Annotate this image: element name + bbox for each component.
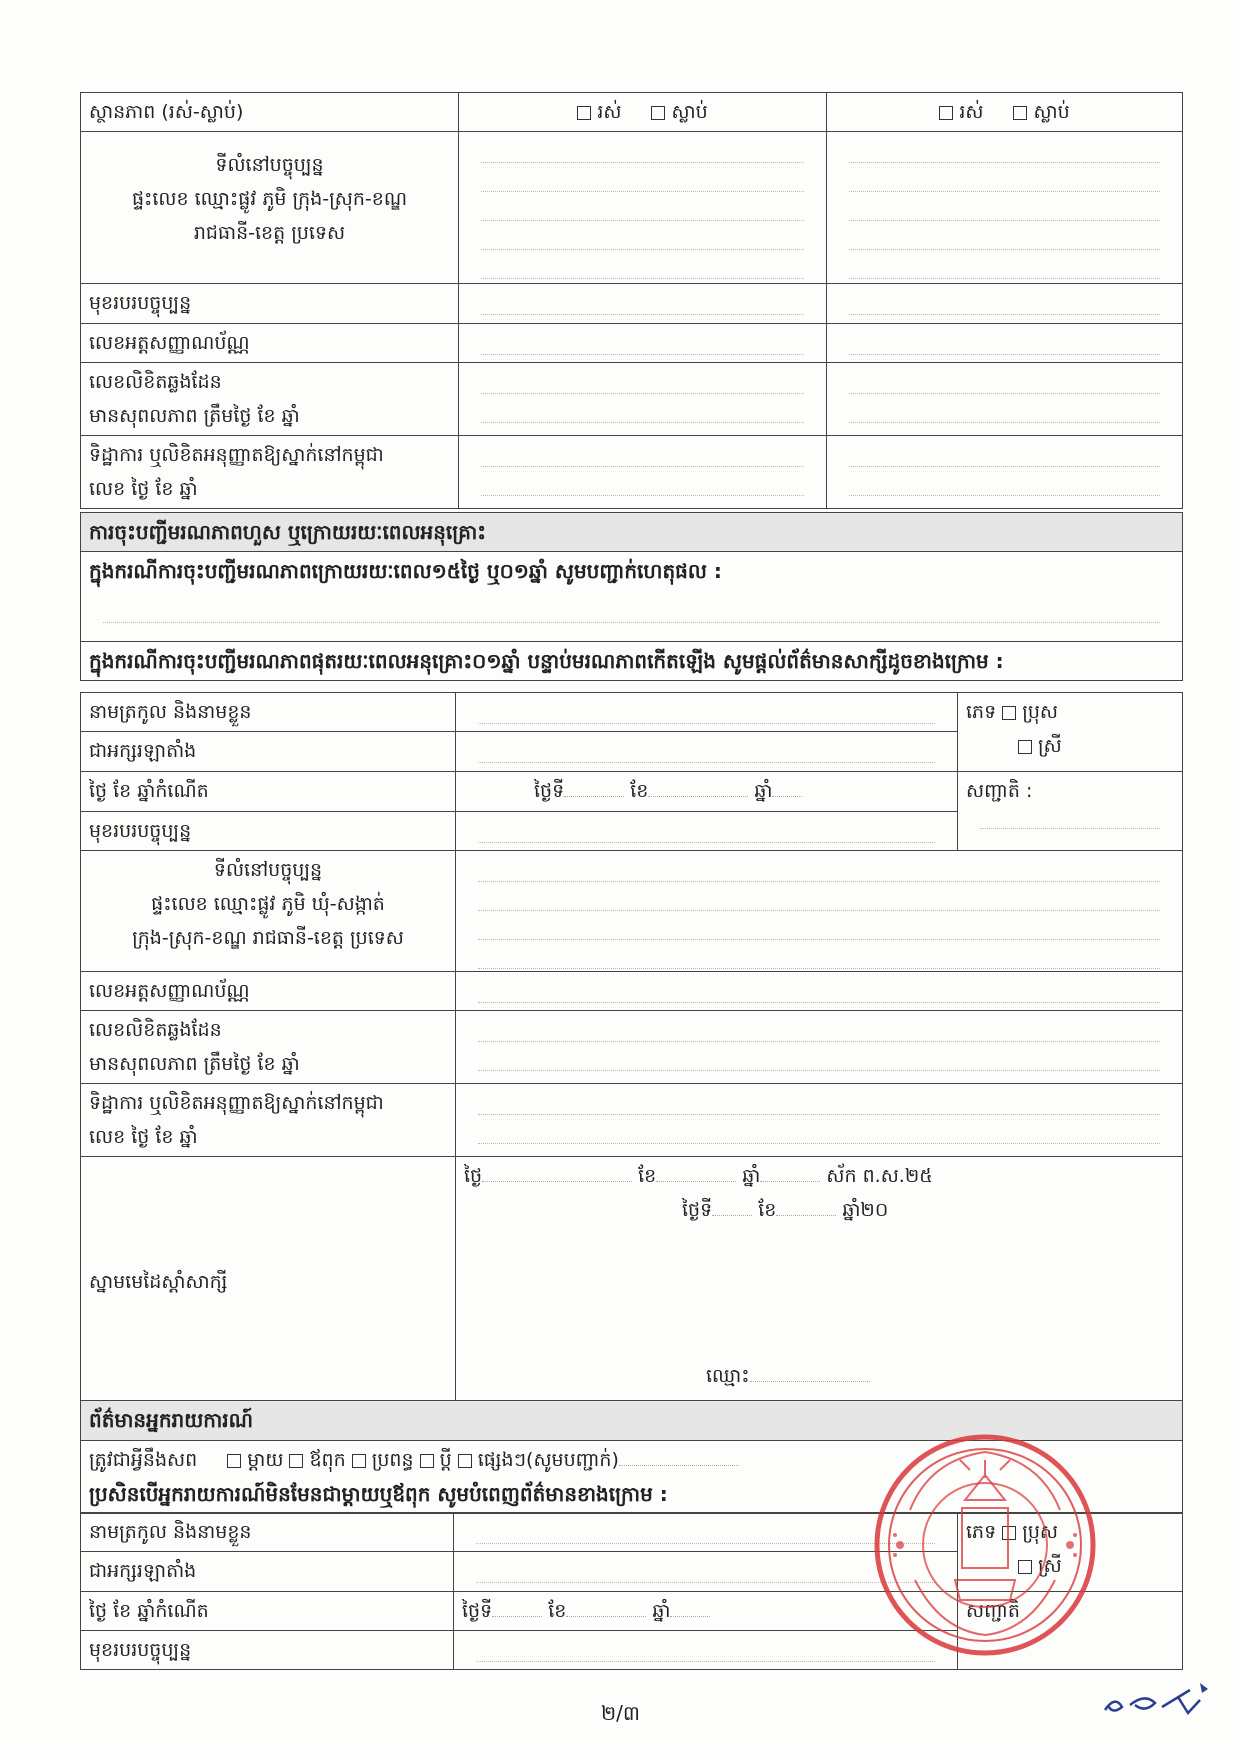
wife-checkbox[interactable] bbox=[352, 1454, 366, 1468]
solar-date-line bbox=[464, 1193, 1174, 1227]
lunar-year-label: ឆ្នាំ bbox=[742, 1165, 761, 1187]
alive-label: រស់ bbox=[597, 101, 622, 123]
witness-visa-line1: ទិដ្ឋាការ ឬលិខិតអនុញ្ញាតឱ្យស្នាក់នៅកម្ពុជា bbox=[89, 1092, 384, 1114]
witness-address-line2: ផ្ទះលេខ ឈ្មោះផ្លូវ ភូមិ ឃុំ-សង្កាត់ bbox=[151, 893, 385, 915]
witness-dob-year: ឆ្នាំ bbox=[754, 780, 773, 802]
declarant-sex-label: ភេទ bbox=[966, 1521, 997, 1543]
wife-label: ប្រពន្ធ bbox=[371, 1449, 414, 1471]
witness-passport-line1: លេខលិខិតឆ្លងដែន bbox=[89, 1019, 222, 1041]
late-section-title: ការចុះបញ្ជីមរណភាពហួស ឬក្រោយរយៈពេលអនុគ្រោះ bbox=[81, 513, 1183, 552]
solar-month-label: ខែ bbox=[758, 1199, 777, 1221]
status-label: ស្ថានភាព (រស់-ស្លាប់) bbox=[81, 93, 459, 132]
declarant-dob-label: ថ្ងៃ ខែ ឆ្នាំកំណើត bbox=[81, 1592, 454, 1631]
witness-address-line3: ក្រុង-ស្រុក-ខណ្ឌ រាជធានី-ខេត្ត ប្រទេស bbox=[132, 927, 404, 949]
declarant-latin-label: ជាអក្សរឡាតាំង bbox=[81, 1552, 454, 1592]
solar-day-label: ថ្ងៃទី bbox=[682, 1199, 713, 1221]
mother-checkbox[interactable] bbox=[227, 1454, 241, 1468]
witness-occupation-field[interactable] bbox=[456, 812, 958, 851]
occupation-field-2[interactable] bbox=[827, 284, 1183, 324]
id-field-2[interactable] bbox=[827, 324, 1183, 363]
witness-sex-label: ភេទ bbox=[966, 701, 997, 723]
witness-dob-label: ថ្ងៃ ខែ ឆ្នាំកំណើត bbox=[81, 772, 456, 812]
witness-latin-field[interactable] bbox=[456, 732, 958, 772]
address-line1: ទីលំនៅបច្ចុប្បន្ន bbox=[215, 154, 324, 176]
occupation-label: មុខរបរបច្ចុប្បន្ន bbox=[81, 284, 459, 324]
witness-passport-label bbox=[81, 1011, 456, 1084]
id-number-label: លេខអត្តសញ្ញាណប័ណ្ណ bbox=[81, 324, 459, 363]
witness-address-label bbox=[81, 851, 456, 972]
witness-sex-cell bbox=[958, 693, 1183, 772]
witness-passport-line2: មានសុពលភាព ត្រឹមថ្ងៃ ខែ ឆ្នាំ bbox=[89, 1053, 300, 1075]
alive-checkbox-2[interactable] bbox=[939, 106, 953, 120]
witness-visa-line2: លេខ ថ្ងៃ ខែ ឆ្នាំ bbox=[89, 1126, 198, 1148]
occupation-field-1[interactable] bbox=[459, 284, 827, 324]
lunar-day-label: ថ្ងៃ bbox=[464, 1165, 483, 1187]
witness-name-label: នាមត្រកូល និងនាមខ្លួន bbox=[81, 693, 456, 732]
witness-male-label: ប្រុស bbox=[1022, 701, 1059, 723]
solar-year-label: ឆ្នាំ២០ bbox=[842, 1199, 889, 1221]
declarant-female-label: ស្រី bbox=[1038, 1555, 1062, 1577]
witness-dob-field[interactable] bbox=[456, 772, 958, 812]
lunar-date-line bbox=[464, 1159, 1174, 1193]
witness-latin-label: ជាអក្សរឡាតាំង bbox=[81, 732, 456, 772]
witness-signature-cell[interactable] bbox=[456, 1157, 1183, 1407]
status-options-1 bbox=[459, 93, 827, 132]
father-label: ឪពុក bbox=[309, 1449, 346, 1471]
address-line3: រាជធានី-ខេត្ត ប្រទេស bbox=[193, 222, 346, 244]
dead-checkbox-2[interactable] bbox=[1013, 106, 1027, 120]
visa-line2: លេខ ថ្ងៃ ខែ ឆ្នាំ bbox=[89, 478, 198, 500]
witness-address-line1: ទីលំនៅបច្ចុប្បន្ន bbox=[213, 859, 323, 881]
visa-label bbox=[81, 436, 459, 509]
witness-thumb-label: ស្នាមមេដៃស្តាំសាក្សី bbox=[81, 1157, 456, 1407]
declarant-dob-month: ខែ bbox=[548, 1600, 567, 1622]
witness-dob-month: ខែ bbox=[630, 780, 649, 802]
witness-female-label: ស្រី bbox=[1038, 735, 1062, 757]
passport-line1: លេខលិខិតឆ្លងដែន bbox=[89, 371, 222, 393]
witness-address-field[interactable] bbox=[456, 851, 1183, 972]
relation-label: ត្រូវជាអ្វីនឹងសព bbox=[89, 1449, 198, 1471]
address-field-2[interactable] bbox=[827, 132, 1183, 284]
witness-id-field[interactable] bbox=[456, 972, 1183, 1011]
passport-label bbox=[81, 363, 459, 436]
era-label: ស័ក ព.ស.២៥ bbox=[826, 1165, 933, 1187]
id-field-1[interactable] bbox=[459, 324, 827, 363]
witness-nationality-cell bbox=[958, 772, 1183, 851]
mother-label: ម្តាយ bbox=[247, 1449, 284, 1471]
person-info-table bbox=[80, 92, 1183, 509]
address-label bbox=[81, 132, 459, 284]
status-options-2 bbox=[827, 93, 1183, 132]
passport-field-2[interactable] bbox=[827, 363, 1183, 436]
witness-name-field[interactable] bbox=[456, 693, 958, 732]
dead-label: ស្លាប់ bbox=[671, 101, 708, 123]
witness-male-checkbox[interactable] bbox=[1002, 706, 1016, 720]
alive-label-2: រស់ bbox=[959, 101, 984, 123]
other-label: ផ្សេងៗ(សូមបញ្ជាក់) bbox=[477, 1449, 619, 1471]
husband-checkbox[interactable] bbox=[420, 1454, 434, 1468]
address-line2: ផ្ទះលេខ ឈ្មោះផ្លូវ ភូមិ ក្រុង-ស្រុក-ខណ្ឌ bbox=[131, 188, 408, 210]
witness-female-checkbox[interactable] bbox=[1018, 740, 1032, 754]
declarant-title: ព័ត៌មានអ្នករាយការណ៍ bbox=[81, 1401, 1183, 1441]
husband-label: ប្តី bbox=[439, 1449, 452, 1471]
witness-table bbox=[80, 692, 1183, 1407]
late-reason-field[interactable] bbox=[103, 602, 1160, 623]
witness-visa-label bbox=[81, 1084, 456, 1157]
witness-nationality-field[interactable] bbox=[980, 808, 1160, 829]
witness-intro: ក្នុងករណីការចុះបញ្ជីមរណភាពផុតរយៈពេលអនុគ្រោះ០១ឆ្នាំ បន្ទាប់មរណភាពកើតឡើង សូមផ្តល់ព័ត៌មានសាក្សីដូចខាងក្រោម : bbox=[81, 642, 1183, 681]
sign-name-line bbox=[706, 1359, 870, 1393]
address-field-1[interactable] bbox=[459, 132, 827, 284]
witness-id-label: លេខអត្តសញ្ញាណប័ណ្ណ bbox=[81, 972, 456, 1011]
dead-label-2: ស្លាប់ bbox=[1033, 101, 1070, 123]
declarant-nationality-label: សញ្ជាតិ bbox=[966, 1600, 1020, 1622]
passport-field-1[interactable] bbox=[459, 363, 827, 436]
red-seal-stamp-icon bbox=[870, 1430, 1100, 1660]
sign-name-label: ឈ្មោះ bbox=[706, 1365, 750, 1387]
witness-dob-day: ថ្ងៃទី bbox=[534, 780, 565, 802]
witness-nationality-label: សញ្ជាតិ : bbox=[966, 780, 1033, 802]
visa-field-1[interactable] bbox=[459, 436, 827, 509]
visa-line1: ទិដ្ឋាការ ឬលិខិតអនុញ្ញាតឱ្យស្នាក់នៅកម្ពុជា bbox=[89, 444, 384, 466]
visa-field-2[interactable] bbox=[827, 436, 1183, 509]
witness-visa-field[interactable] bbox=[456, 1084, 1183, 1157]
late-registration-table bbox=[80, 512, 1183, 681]
lunar-month-label: ខែ bbox=[638, 1165, 657, 1187]
passport-line2: មានសុពលភាព ត្រឹមថ្ងៃ ខែ ឆ្នាំ bbox=[89, 405, 300, 427]
page-number: ២/៣ bbox=[601, 1701, 640, 1725]
father-checkbox[interactable] bbox=[289, 1454, 303, 1468]
dead-checkbox[interactable] bbox=[651, 106, 665, 120]
declarant-male-label: ប្រុស bbox=[1022, 1521, 1059, 1543]
declarant-dob-year: ឆ្នាំ bbox=[652, 1600, 671, 1622]
late-reason-text: ក្នុងករណីការចុះបញ្ជីមរណភាពក្រោយរយៈពេល១៥ថ្ងៃ ឬ០១ឆ្នាំ សូមបញ្ជាក់ហេតុផល : bbox=[89, 559, 722, 583]
not-parent-text: ប្រសិនបើអ្នករាយការណ៍មិនមែនជាម្តាយឬឪពុក សូមបំពេញព័ត៌មានខាងក្រោម : bbox=[89, 1482, 668, 1506]
declarant-dob-day: ថ្ងៃទី bbox=[462, 1600, 493, 1622]
declarant-occupation-label: មុខរបរបច្ចុប្បន្ន bbox=[81, 1631, 454, 1670]
alive-checkbox[interactable] bbox=[577, 106, 591, 120]
declarant-name-label: នាមត្រកូល និងនាមខ្លួន bbox=[81, 1513, 454, 1552]
witness-occupation-label: មុខរបរបច្ចុប្បន្ន bbox=[81, 812, 456, 851]
witness-passport-field[interactable] bbox=[456, 1011, 1183, 1084]
other-checkbox[interactable] bbox=[458, 1454, 472, 1468]
late-reason-cell bbox=[81, 552, 1183, 642]
